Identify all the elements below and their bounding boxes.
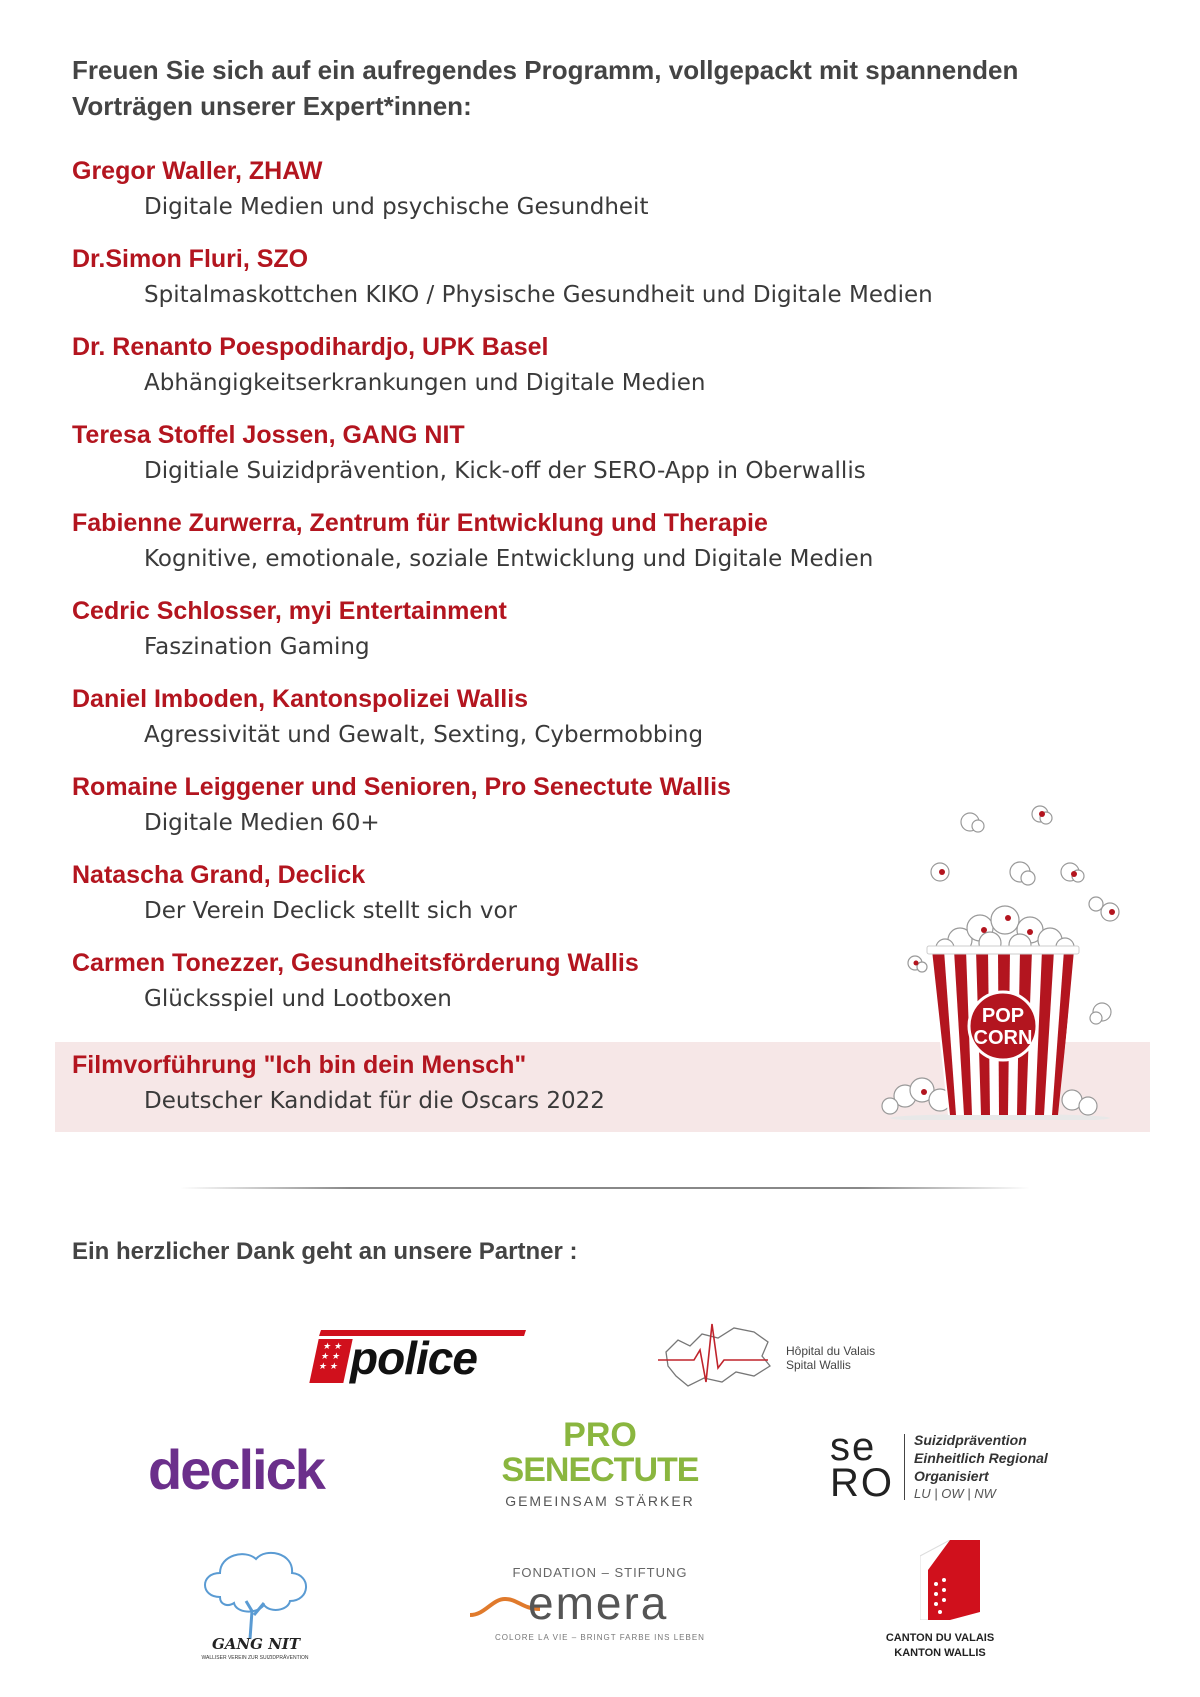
talk-item [72,156,1132,244]
gang-nit-subtitle: WALLISER VEREIN ZUR SUIZIDPRÄVENTION [201,1655,309,1661]
speaker-name: Daniel Imboden, Kantonspolizei Wallis [72,685,529,713]
emera-wordmark [470,1577,730,1629]
partners-heading: Ein herzlicher Dank geht an unsere Partner : [72,1238,578,1265]
sero-line-1: Suizidprävention [914,1432,1027,1448]
talk-item [72,332,1132,420]
canton-flag-icon [920,1540,980,1620]
pro-senectute-tagline: GEMEINSAM STÄRKER [505,1493,695,1509]
pro-senectute-line-1: PRO [563,1416,637,1454]
speaker-name: Teresa Stoffel Jossen, GANG NIT [72,421,465,449]
emera-tagline: COLORE LA VIE – BRINGT FARBE INS LEBEN [495,1633,705,1642]
intro-line-2: Vorträgen unserer Expert*innen: [72,91,472,121]
sero-line-3: Organisiert [914,1468,989,1484]
talk-item [72,684,1132,772]
hopital-line-2: Spital Wallis [786,1358,851,1372]
police-logo [312,1330,527,1386]
police-logo-text: police [350,1332,477,1384]
talk-topic: Kognitive, emotionale, soziale Entwicklung und Digitale Medien [144,546,874,572]
talk-item [72,596,1132,684]
police-logo-flag: ★ ★ ★ ★ ★ ★ [309,1339,352,1383]
section-divider [180,1187,1030,1189]
speaker-name: Dr.Simon Fluri, SZO [72,245,309,273]
speaker-name: Natascha Grand, Declick [72,861,366,889]
hopital-line-1: Hôpital du Valais [786,1344,876,1358]
talk-topic: Digitale Medien und psychische Gesundheit [144,194,649,220]
hopital-map-icon [658,1320,778,1392]
speaker-name: Cedric Schlosser, myi Entertainment [72,597,507,625]
sero-line-2: Einheitlich Regional [914,1450,1048,1466]
talk-topic: Agressivität und Gewalt, Sexting, Cybermobbing [144,722,704,748]
intro-text [72,52,1122,124]
emera-text: emera [528,1577,669,1629]
talk-topic: Digitale Medien 60+ [144,810,380,836]
film-title: Filmvorführung "Ich bin dein Mensch" [72,1051,527,1079]
talk-topic: Der Verein Declick stellt sich vor [144,898,517,924]
talk-topic: Digitiale Suizidprävention, Kick-off der SERO-App in Oberwallis [144,458,866,484]
tree-icon [190,1545,320,1641]
emera-top-line: FONDATION – STIFTUNG [512,1565,688,1580]
sero-line-4: LU | OW | NW [914,1486,996,1501]
gang-nit-text: GANG NIT [212,1635,301,1653]
gang-nit-logo [190,1545,320,1665]
intro-line-1: Freuen Sie sich auf ein aufregendes Programm, vollgepackt mit spannenden [72,55,1019,85]
canton-line-1: CANTON DU VALAIS [885,1632,995,1644]
speaker-name: Romaine Leiggener und Senioren, Pro Senectute Wallis [72,773,731,801]
pro-senectute-logo [490,1418,710,1518]
canton-line-2: KANTON WALLIS [894,1647,986,1659]
declick-logo: declick [148,1438,324,1501]
talk-topic: Faszination Gaming [144,634,370,660]
sero-divider [904,1434,905,1500]
speaker-name: Gregor Waller, ZHAW [72,157,323,185]
sero-mark-bottom: RO [830,1461,894,1505]
popcorn-illustration [860,800,1150,1120]
talk-item [72,508,1132,596]
talk-topic: Glücksspiel und Lootboxen [144,986,452,1012]
pro-senectute-line-2: SENECTUTE [501,1451,699,1489]
canton-valais-logo [870,1540,1010,1665]
sero-mark-top: se [830,1425,877,1469]
emera-logo [470,1565,730,1655]
talk-item [72,244,1132,332]
talk-item [72,420,1132,508]
popcorn-label-bottom: CORN [973,1027,1033,1049]
sero-logo [830,1425,1090,1508]
speaker-name: Fabienne Zurwerra, Zentrum für Entwicklung und Therapie [72,509,768,537]
film-subtitle: Deutscher Kandidat für die Oscars 2022 [144,1088,605,1114]
hopital-valais-logo [658,1320,898,1392]
speaker-name: Dr. Renanto Poespodihardjo, UPK Basel [72,333,549,361]
speaker-name: Carmen Tonezzer, Gesundheitsförderung Wallis [72,949,639,977]
talk-topic: Abhängigkeitserkrankungen und Digitale Medien [144,370,706,396]
popcorn-label-top: POP [981,1005,1025,1027]
talk-topic: Spitalmaskottchen KIKO / Physische Gesundheit und Digitale Medien [144,282,933,308]
